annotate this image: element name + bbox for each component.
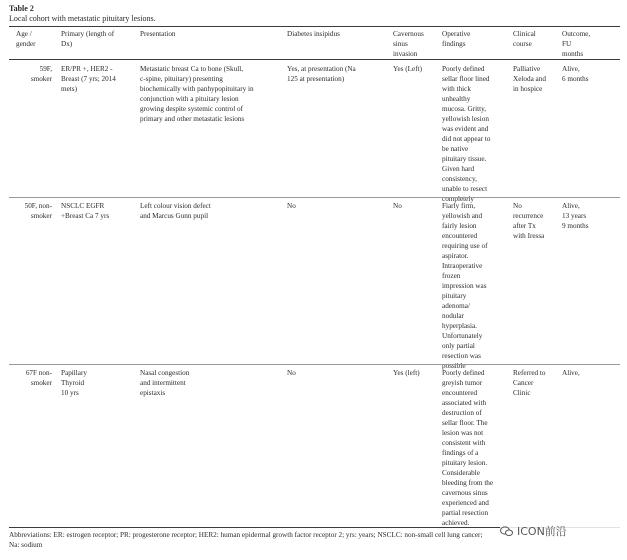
cell-presentation: Metastatic breast Ca to bone (Skull, c-spine, pituitary) presenting biochemically with panhypopituitary in conjunction with a pituitary lesion growing despite systemic control of primary and other metastatic lesions (140, 65, 254, 123)
header-clinical: Clinical course (513, 30, 536, 48)
table-title: Table 2 (9, 4, 34, 13)
cell-outcome: Alive, 13 years 9 months (562, 202, 589, 230)
table-caption: Local cohort with metastatic pituitary lesions. (9, 14, 156, 23)
cell-primary: NSCLC EGFR +Breast Ca 7 yrs (61, 202, 110, 220)
header-operative: Operative findings (442, 30, 471, 48)
header-primary: Primary (length of Dx) (61, 30, 115, 48)
header-presentation: Presentation (140, 30, 176, 38)
header-age: Age / gender (16, 30, 36, 48)
cell-age: 59F, smoker (30, 65, 52, 83)
cell-diabetes: No (287, 369, 296, 377)
cell-primary: ER/PR +, HER2 - Breast (7 yrs; 2014 mets) (61, 65, 116, 93)
cell-presentation: Left colour vision defect and Marcus Gunn pupil (140, 202, 211, 220)
cell-age: 67F non- smoker (25, 369, 52, 387)
chat-bubble-icon (500, 526, 513, 537)
cell-cavernous: No (393, 202, 402, 210)
cell-age: 50F, non- smoker (24, 202, 52, 220)
watermark-text: ICON前沿 (517, 525, 567, 538)
watermark (500, 521, 620, 541)
cell-operative: Poorly defined sellar floor lined with thick unhealthy mucosa. Gritty, yellowish lesion was evident and did not appear to be native pituitary tissue. Given hard consistency, unable to resect completely (442, 65, 491, 203)
cell-clinical: No recurrence after Tx with Iressa (513, 202, 545, 240)
cell-cavernous: Yes (Left) (393, 65, 423, 73)
header-rule (9, 59, 620, 60)
cell-operative: Fiarly firm, yellowish and fairly lesion encountered requiring use of aspirator. Intraoperative frozen impression was pituitary adenoma/ nodular hyperplasia. Unfortunately only partial resection was possible (442, 202, 488, 370)
cell-diabetes: No (287, 202, 296, 210)
cell-presentation: Nasal congestion and intermittent epistaxis (140, 369, 190, 397)
cell-outcome: Alive, 6 months (562, 65, 589, 83)
row-divider (9, 364, 620, 365)
row-divider (9, 197, 620, 198)
header-cavernous: Cavernous sinus invasion (393, 30, 424, 58)
table-top-rule (9, 26, 620, 27)
header-outcome: Outcome, FU months (562, 30, 591, 58)
cell-clinical: Referred to Cancer Clinic (513, 369, 546, 397)
cell-operative: Poorly defined greyish tumor encountered associated with destruction of sellar floor. The lesion was not consistent with findings of a pituitary lesion. Considerable bleeding from the cavernous sinus experienced and partial resection achieved. (442, 369, 494, 527)
header-diabetes: Diabetes insipidus (287, 30, 340, 38)
cell-diabetes: Yes, at presentation (Na 125 at presentation) (287, 65, 356, 83)
cell-outcome: Alive, (562, 369, 580, 377)
table-footnote: Abbreviations: ER: estrogen receptor; PR: progesterone receptor; HER2: human epidermal growth factor receptor 2; yrs: years; NSCLC: non-small cell lung cancer; Na: sodium (9, 531, 483, 549)
cell-primary: Papillary Thyroid 10 yrs (61, 369, 87, 397)
cell-clinical: Palliative Xeloda and in hospice (513, 65, 546, 93)
cell-cavernous: Yes (left) (393, 369, 420, 377)
